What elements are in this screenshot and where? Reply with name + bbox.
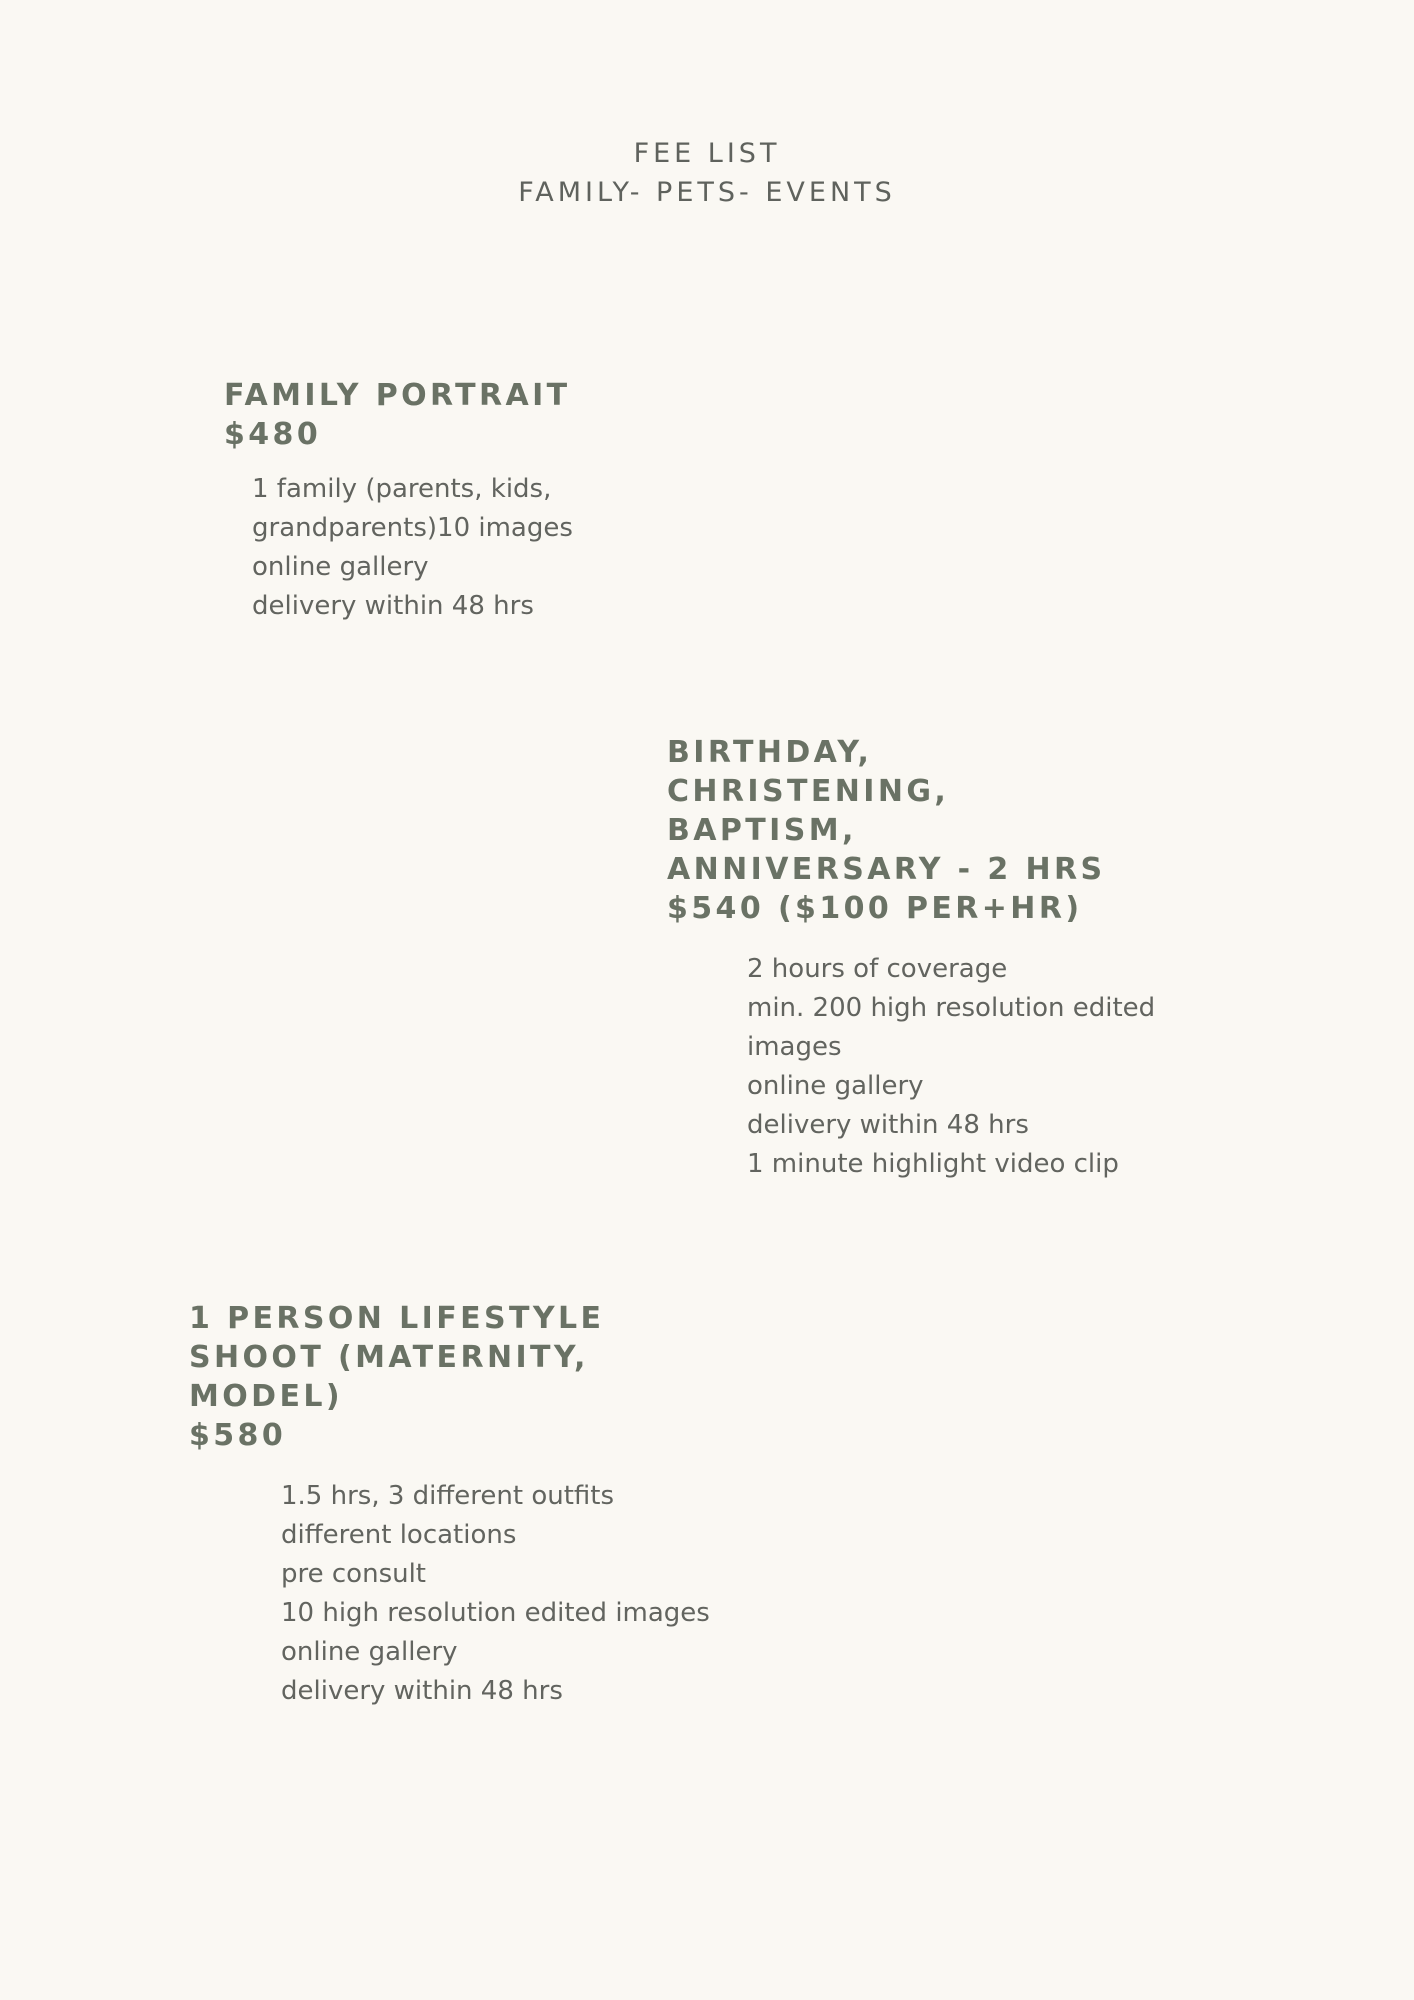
package-price: $580 [189,1418,287,1453]
heading-line: CHRISTENING, [667,774,950,809]
list-item: 1.5 hrs, 3 different outfits [281,1481,615,1511]
list-item: online gallery [281,1637,458,1667]
package-items [252,470,573,626]
list-item: delivery within 48 hrs [747,1110,1029,1140]
list-item: 1 minute highlight video clip [747,1149,1119,1179]
list-item: different locations [281,1520,517,1550]
heading-line: MODEL) [189,1379,343,1414]
list-item: grandparents)10 images [252,513,573,543]
list-item: 1 family (parents, kids, [252,474,552,504]
list-item: min. 200 high resolution edited [747,993,1156,1023]
list-item: online gallery [747,1071,924,1101]
package-lifestyle-shoot [189,1299,710,1711]
list-item: images [747,1032,842,1062]
package-family-portrait [224,376,573,626]
list-item: 2 hours of coverage [747,954,1008,984]
heading-line: BIRTHDAY, [667,735,873,770]
package-items [281,1477,710,1711]
list-item: online gallery [252,552,429,582]
list-item: delivery within 48 hrs [281,1676,563,1706]
package-price: $540 ($100 PER+HR) [667,891,1083,926]
page-header [0,134,1414,212]
package-items [747,950,1155,1184]
package-heading [224,376,573,454]
heading-line: FAMILY PORTRAIT [224,378,571,413]
heading-line: ANNIVERSARY - 2 HRS [667,852,1106,887]
page-title: FEE LIST [633,138,781,169]
list-item: pre consult [281,1559,427,1589]
package-heading [667,733,1155,928]
list-item: delivery within 48 hrs [252,591,534,621]
list-item: 10 high resolution edited images [281,1598,710,1628]
heading-line: BAPTISM, [667,813,857,848]
package-heading [189,1299,710,1455]
package-events [667,733,1155,1184]
heading-line: 1 PERSON LIFESTYLE [189,1301,605,1336]
package-price: $480 [224,417,322,452]
page-subtitle: FAMILY- PETS- EVENTS [518,177,896,208]
heading-line: SHOOT (MATERNITY, [189,1340,589,1375]
